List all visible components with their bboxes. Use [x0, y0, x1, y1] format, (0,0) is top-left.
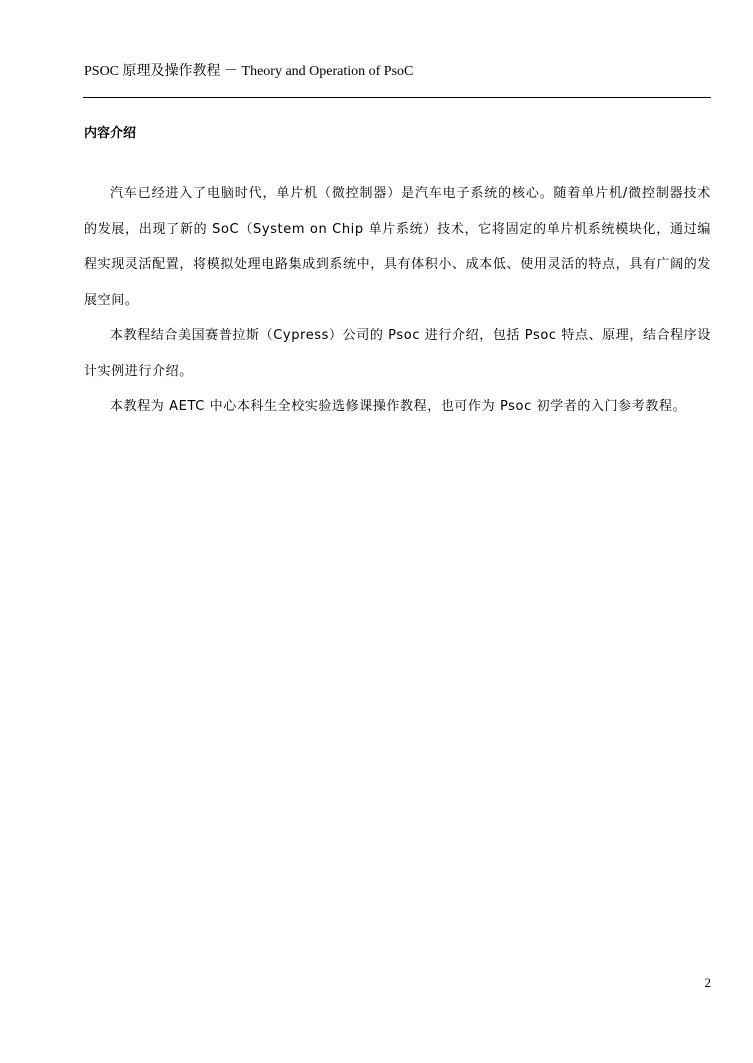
- header-divider: [83, 97, 711, 98]
- paragraph-cypress: 本教程结合美国赛普拉斯（Cypress）公司的 Psoc 进行介绍，包括 Psoc 特点、原理，结合程序设计实例进行介绍。: [84, 328, 711, 379]
- paragraph-intro: 汽车已经进入了电脑时代，单片机（微控制器）是汽车电子系统的核心。随着单片机/微控制器技术的发展，出现了新的 SoC（System on Chip 单片系统）技术，它将固定的单片机系统模块化，通过编程实现灵活配置，将模拟处理电路集成到系统中，具有体积小、成本低、使用灵活的特点，具有广阔的发展空间。: [84, 186, 711, 308]
- section-title: 内容介绍: [84, 126, 137, 141]
- body-text: [84, 176, 711, 425]
- page-number: 2: [704, 975, 711, 990]
- paragraph-course: 本教程为 AETC 中心本科生全校实验选修课操作教程，也可作为 Psoc 初学者的入门参考教程。: [110, 399, 687, 414]
- running-header: PSOC 原理及操作教程 － Theory and Operation of PsoC: [84, 64, 414, 79]
